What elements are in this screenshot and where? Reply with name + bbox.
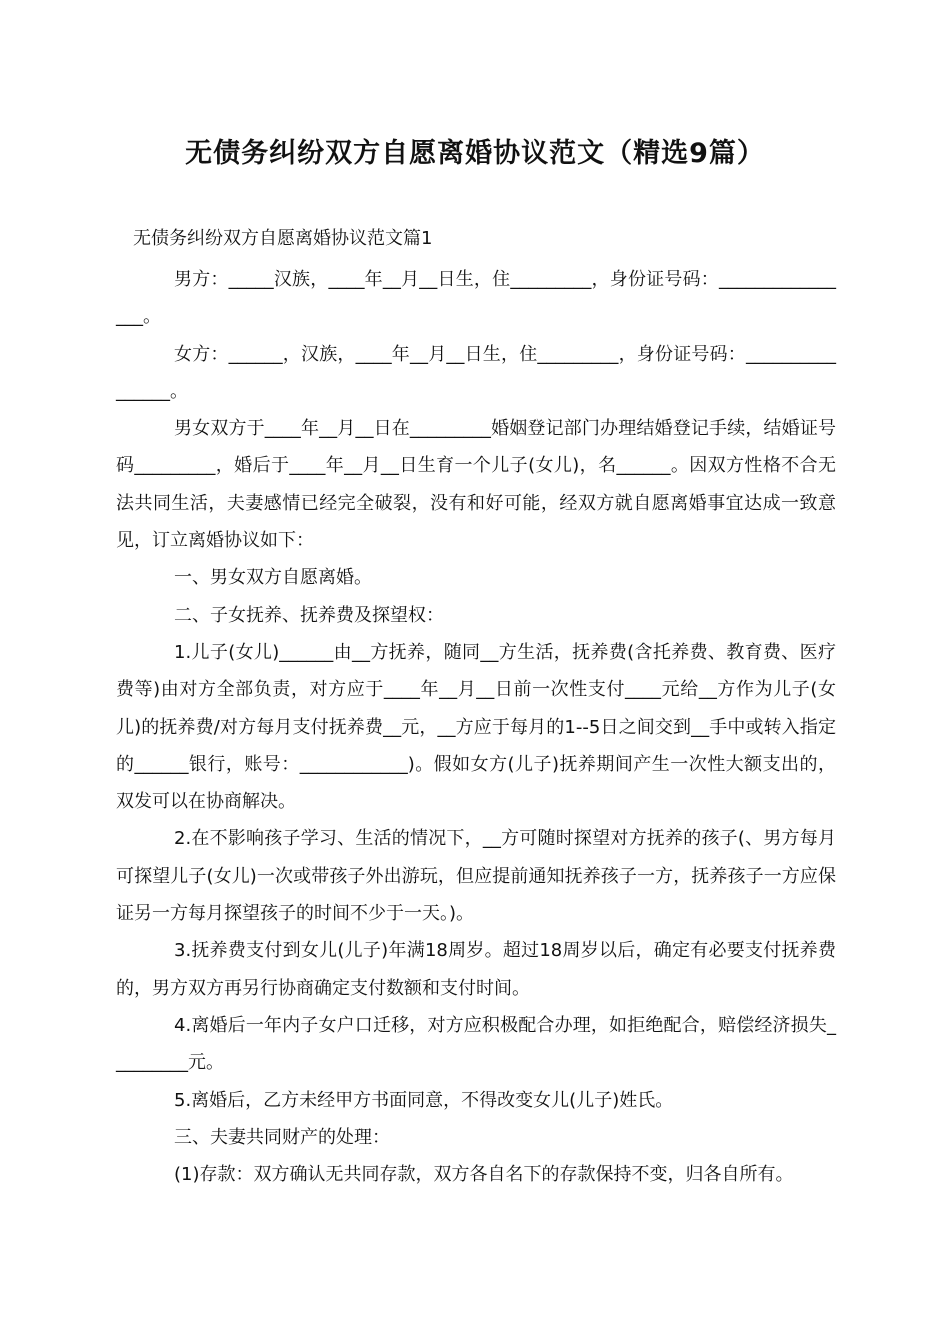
paragraph-female-party: 女方：______，汉族，____年__月__日生，住_________，身份证号码：________________。	[116, 343, 836, 402]
paragraph-male-party: 男方：_____汉族，____年__月__日生，住_________，身份证号码：________________。	[116, 269, 836, 328]
clause-1-divorce: 一、男女双方自愿离婚。	[174, 567, 372, 589]
paragraph-marriage-info: 男女双方于____年__月__日在_________婚姻登记部门办理结婚登记手续，结婚证号码_________，婚后于____年__月__日生育一个儿子(女儿)，名______。因双方性格不合无法共同生活，夫妻感情已经完全破裂，没有和好可能，经双方就自愿离婚事宜达成一致意见，订立离婚协议如下：	[116, 418, 836, 552]
clause-3-item-1: (1)存款：双方确认无共同存款，双方各自名下的存款保持不变，归各自所有。	[174, 1164, 794, 1186]
document-title: 无债务纠纷双方自愿离婚协议范文（精选9篇）	[185, 138, 765, 169]
clause-2-item-3: 3.抚养费支付到女儿(儿子)年满18周岁。超过18周岁以后，确定有必要支付抚养费的，男方双方再另行协商确定支付数额和支付时间。	[116, 940, 836, 999]
clause-2-item-5: 5.离婚后，乙方未经甲方书面同意，不得改变女儿(儿子)姓氏。	[174, 1089, 674, 1111]
clause-2-heading: 二、子女抚养、抚养费及探望权：	[174, 604, 444, 626]
clause-3-heading: 三、夫妻共同财产的处理：	[174, 1126, 390, 1148]
section-heading: 无债务纠纷双方自愿离婚协议范文篇1	[133, 228, 433, 249]
clause-2-item-2: 2.在不影响孩子学习、生活的情况下，__方可随时探望对方抚养的孩子(、男方每月可探望儿子(女儿)一次或带孩子外出游玩，但应提前通知抚养孩子一方，抚养孩子一方应保证另一方每月探望孩子的时间不少于一天。)。	[116, 828, 836, 925]
clause-2-item-4: 4.离婚后一年内子女户口迁移，对方应积极配合办理，如拒绝配合，赔偿经济损失_________元。	[116, 1014, 836, 1074]
clause-2-item-1: 1.儿子(女儿)______由__方抚养，随同__方生活，抚养费(含托养费、教育费、医疗费等)由对方全部负责，对方应于____年__月__日前一次性支付____元给__方作为儿子(女儿)的抚养费/对方每月支付抚养费__元，__方应于每月的1--5日之间交到__手中或转入指定的______银行，账号：____________)。假如女方(儿子)抚养期间产生一次性大额支出的，双发可以在协商解决。	[116, 641, 836, 813]
document-body	[116, 261, 836, 1193]
